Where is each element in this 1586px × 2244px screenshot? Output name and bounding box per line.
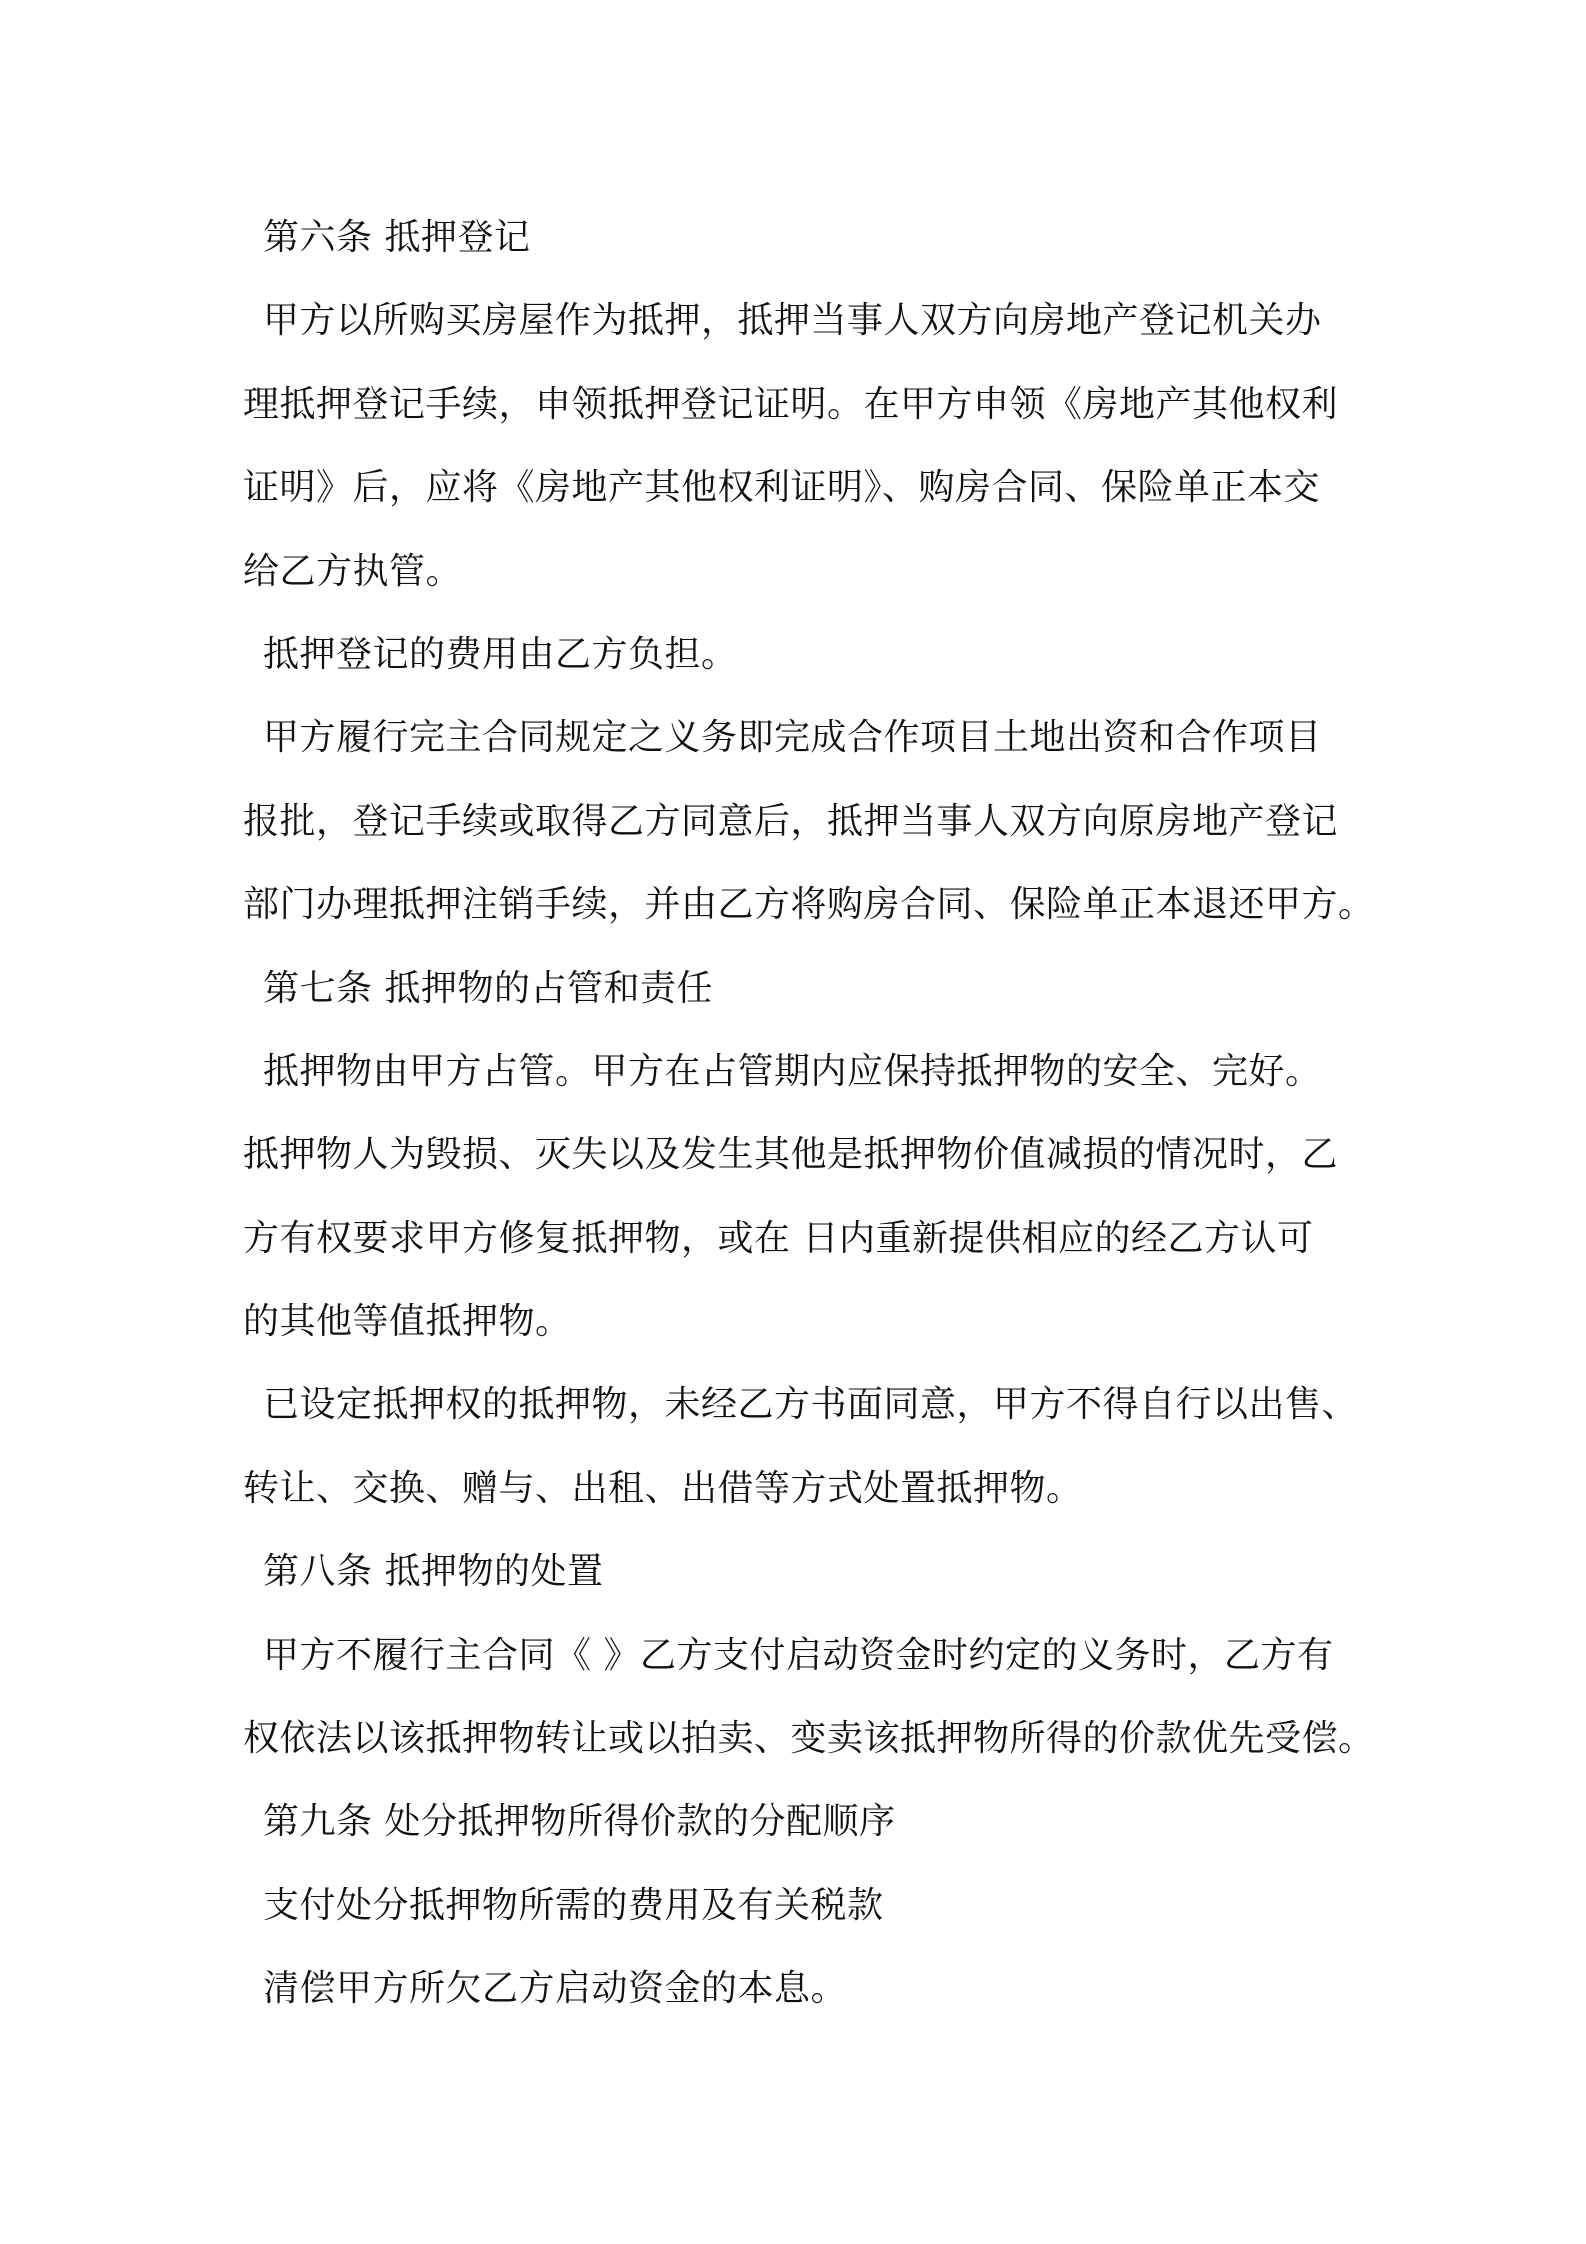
article-6-paragraph-2: 抵押登记的费用由乙方负担。 [263, 633, 738, 675]
article-7-paragraph-1-line-2: 抵押物人为毁损、灭失以及发生其他是抵押物价值减损的情况时，乙 [243, 1134, 1339, 1176]
document-body [243, 196, 1373, 2031]
article-8-heading: 第八条 抵押物的处置 [263, 1551, 604, 1593]
article-6-heading: 第六条 抵押登记 [263, 217, 531, 258]
article-6-paragraph-1-line-2: 理抵押登记手续，申领抵押登记证明。在甲方申领《房地产其他权利 [243, 383, 1339, 425]
article-7-heading: 第七条 抵押物的占管和责任 [263, 967, 713, 1009]
article-6-paragraph-3-line-2: 报批，登记手续或取得乙方同意后，抵押当事人双方向原房地产登记 [243, 800, 1339, 842]
article-7-paragraph-1-line-1: 抵押物由甲方占管。甲方在占管期内应保持抵押物的安全、完好。 [263, 1050, 1322, 1092]
article-7-paragraph-2-line-1: 已设定抵押权的抵押物，未经乙方书面同意，甲方不得自行以出售、 [263, 1384, 1359, 1426]
article-8-paragraph-line-1: 甲方不履行主合同《 》乙方支付启动资金时约定的义务时，乙方有 [263, 1634, 1334, 1676]
article-7-paragraph-2-line-2: 转让、交换、赠与、出租、出借等方式处置抵押物。 [243, 1467, 1083, 1509]
article-7-paragraph-1-line-4: 的其他等值抵押物。 [243, 1301, 572, 1343]
article-9-heading: 第九条 处分抵押物所得价款的分配顺序 [263, 1801, 896, 1843]
article-6-paragraph-1-line-4: 给乙方执管。 [243, 550, 463, 592]
article-9-item-2: 清偿甲方所欠乙方启动资金的本息。 [263, 1968, 848, 2010]
article-8-paragraph-line-2: 权依法以该抵押物转让或以拍卖、变卖该抵押物所得的价款优先受偿。 [243, 1718, 1375, 1760]
article-6-paragraph-1-line-3: 证明》后，应将《房地产其他权利证明》、购房合同、保险单正本交 [243, 467, 1321, 509]
article-6-paragraph-3-line-1: 甲方履行完主合同规定之义务即完成合作项目土地出资和合作项目 [263, 717, 1322, 759]
article-7-paragraph-1-line-3: 方有权要求甲方修复抵押物，或在 日内重新提供相应的经乙方认可 [243, 1217, 1314, 1259]
article-6-paragraph-1-line-1: 甲方以所购买房屋作为抵押，抵押当事人双方向房地产登记机关办 [263, 300, 1322, 342]
article-6-paragraph-3-line-3: 部门办理抵押注销手续，并由乙方将购房合同、保险单正本退还甲方。 [243, 884, 1375, 926]
article-9-item-1: 支付处分抵押物所需的费用及有关税款 [263, 1884, 884, 1926]
